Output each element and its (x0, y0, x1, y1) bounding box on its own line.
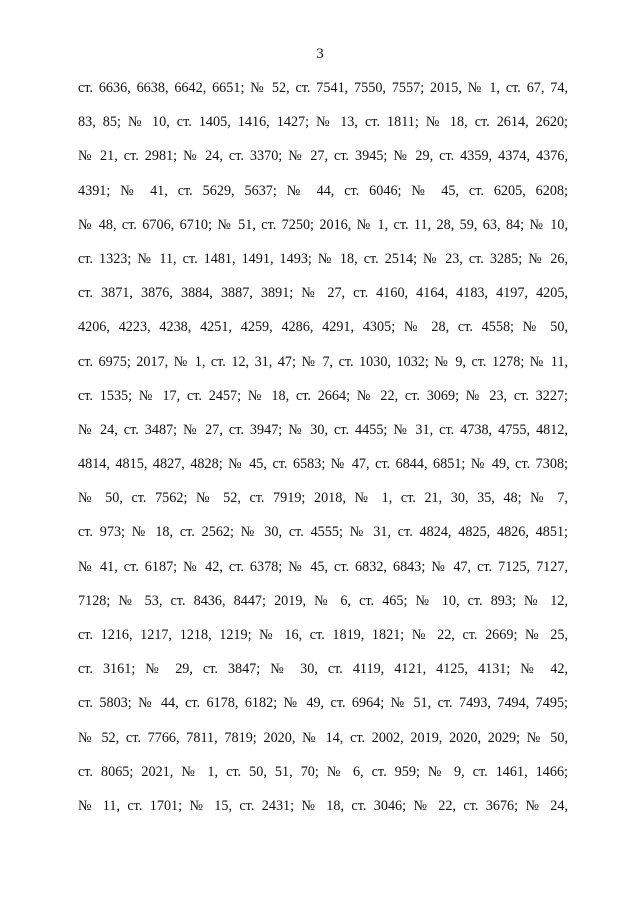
text-line: ст. 6636, 6638, 6642, 6651; № 52, ст. 7541, 7550, 7557; 2015, № 1, ст. 67, 74, (78, 80, 568, 96)
text-line: № 21, ст. 2981; № 24, ст. 3370; № 27, ст. 3945; № 29, ст. 4359, 4374, 4376, (78, 148, 568, 165)
page-number: 3 (316, 46, 324, 62)
text-line: № 24, ст. 3487; № 27, ст. 3947; № 30, ст. 4455; № 31, ст. 4738, 4755, 4812, (78, 421, 568, 438)
body-text (78, 78, 568, 830)
text-line: 4391; № 41, ст. 5629, 5637; № 44, ст. 6046; № 45, ст. 6205, 6208; (78, 182, 568, 199)
text-line: № 48, ст. 6706, 6710; № 51, ст. 7250; 2016, № 1, ст. 11, 28, 59, 63, 84; № 10, (78, 216, 568, 233)
text-line: ст. 1535; № 17, ст. 2457; № 18, ст. 2664; № 22, ст. 3069; № 23, ст. 3227; (78, 387, 568, 404)
text-line: ст. 5803; № 44, ст. 6178, 6182; № 49, ст. 6964; № 51, ст. 7493, 7494, 7495; (78, 695, 568, 712)
text-line: ст. 3871, 3876, 3884, 3887, 3891; № 27, ст. 4160, 4164, 4183, 4197, 4205, (78, 285, 568, 302)
text-line: ст. 6975; 2017, № 1, ст. 12, 31, 47; № 7, ст. 1030, 1032; № 9, ст. 1278; № 11, (78, 353, 568, 370)
text-line: № 52, ст. 7766, 7811, 7819; 2020, № 14, ст. 2002, 2019, 2020, 2029; № 50, (78, 729, 568, 746)
text-line: ст. 1323; № 11, ст. 1481, 1491, 1493; № 18, ст. 2514; № 23, ст. 3285; № 26, (78, 250, 568, 267)
text-line: ст. 3161; № 29, ст. 3847; № 30, ст. 4119, 4121, 4125, 4131; № 42, (78, 661, 568, 678)
text-line: № 11, ст. 1701; № 15, ст. 2431; № 18, ст. 3046; № 22, ст. 3676; № 24, (78, 797, 568, 814)
text-line: 4206, 4223, 4238, 4251, 4259, 4286, 4291, 4305; № 28, ст. 4558; № 50, (78, 319, 568, 336)
text-line: № 41, ст. 6187; № 42, ст. 6378; № 45, ст. 6832, 6843; № 47, ст. 7125, 7127, (78, 558, 568, 575)
text-line: ст. 8065; 2021, № 1, ст. 50, 51, 70; № 6, ст. 959; № 9, ст. 1461, 1466; (78, 763, 568, 780)
text-line: 83, 85; № 10, ст. 1405, 1416, 1427; № 13, ст. 1811; № 18, ст. 2614, 2620; (78, 114, 568, 131)
text-line: ст. 1216, 1217, 1218, 1219; № 16, ст. 1819, 1821; № 22, ст. 2669; № 25, (78, 627, 568, 643)
text-line: 4814, 4815, 4827, 4828; № 45, ст. 6583; № 47, ст. 6844, 6851; № 49, ст. 7308; (78, 456, 568, 473)
text-line: 7128; № 53, ст. 8436, 8447; 2019, № 6, ст. 465; № 10, ст. 893; № 12, (78, 592, 568, 609)
text-line: № 50, ст. 7562; № 52, ст. 7919; 2018, № 1, ст. 21, 30, 35, 48; № 7, (78, 490, 568, 507)
text-line: ст. 973; № 18, ст. 2562; № 30, ст. 4555; № 31, ст. 4824, 4825, 4826, 4851; (78, 524, 568, 541)
